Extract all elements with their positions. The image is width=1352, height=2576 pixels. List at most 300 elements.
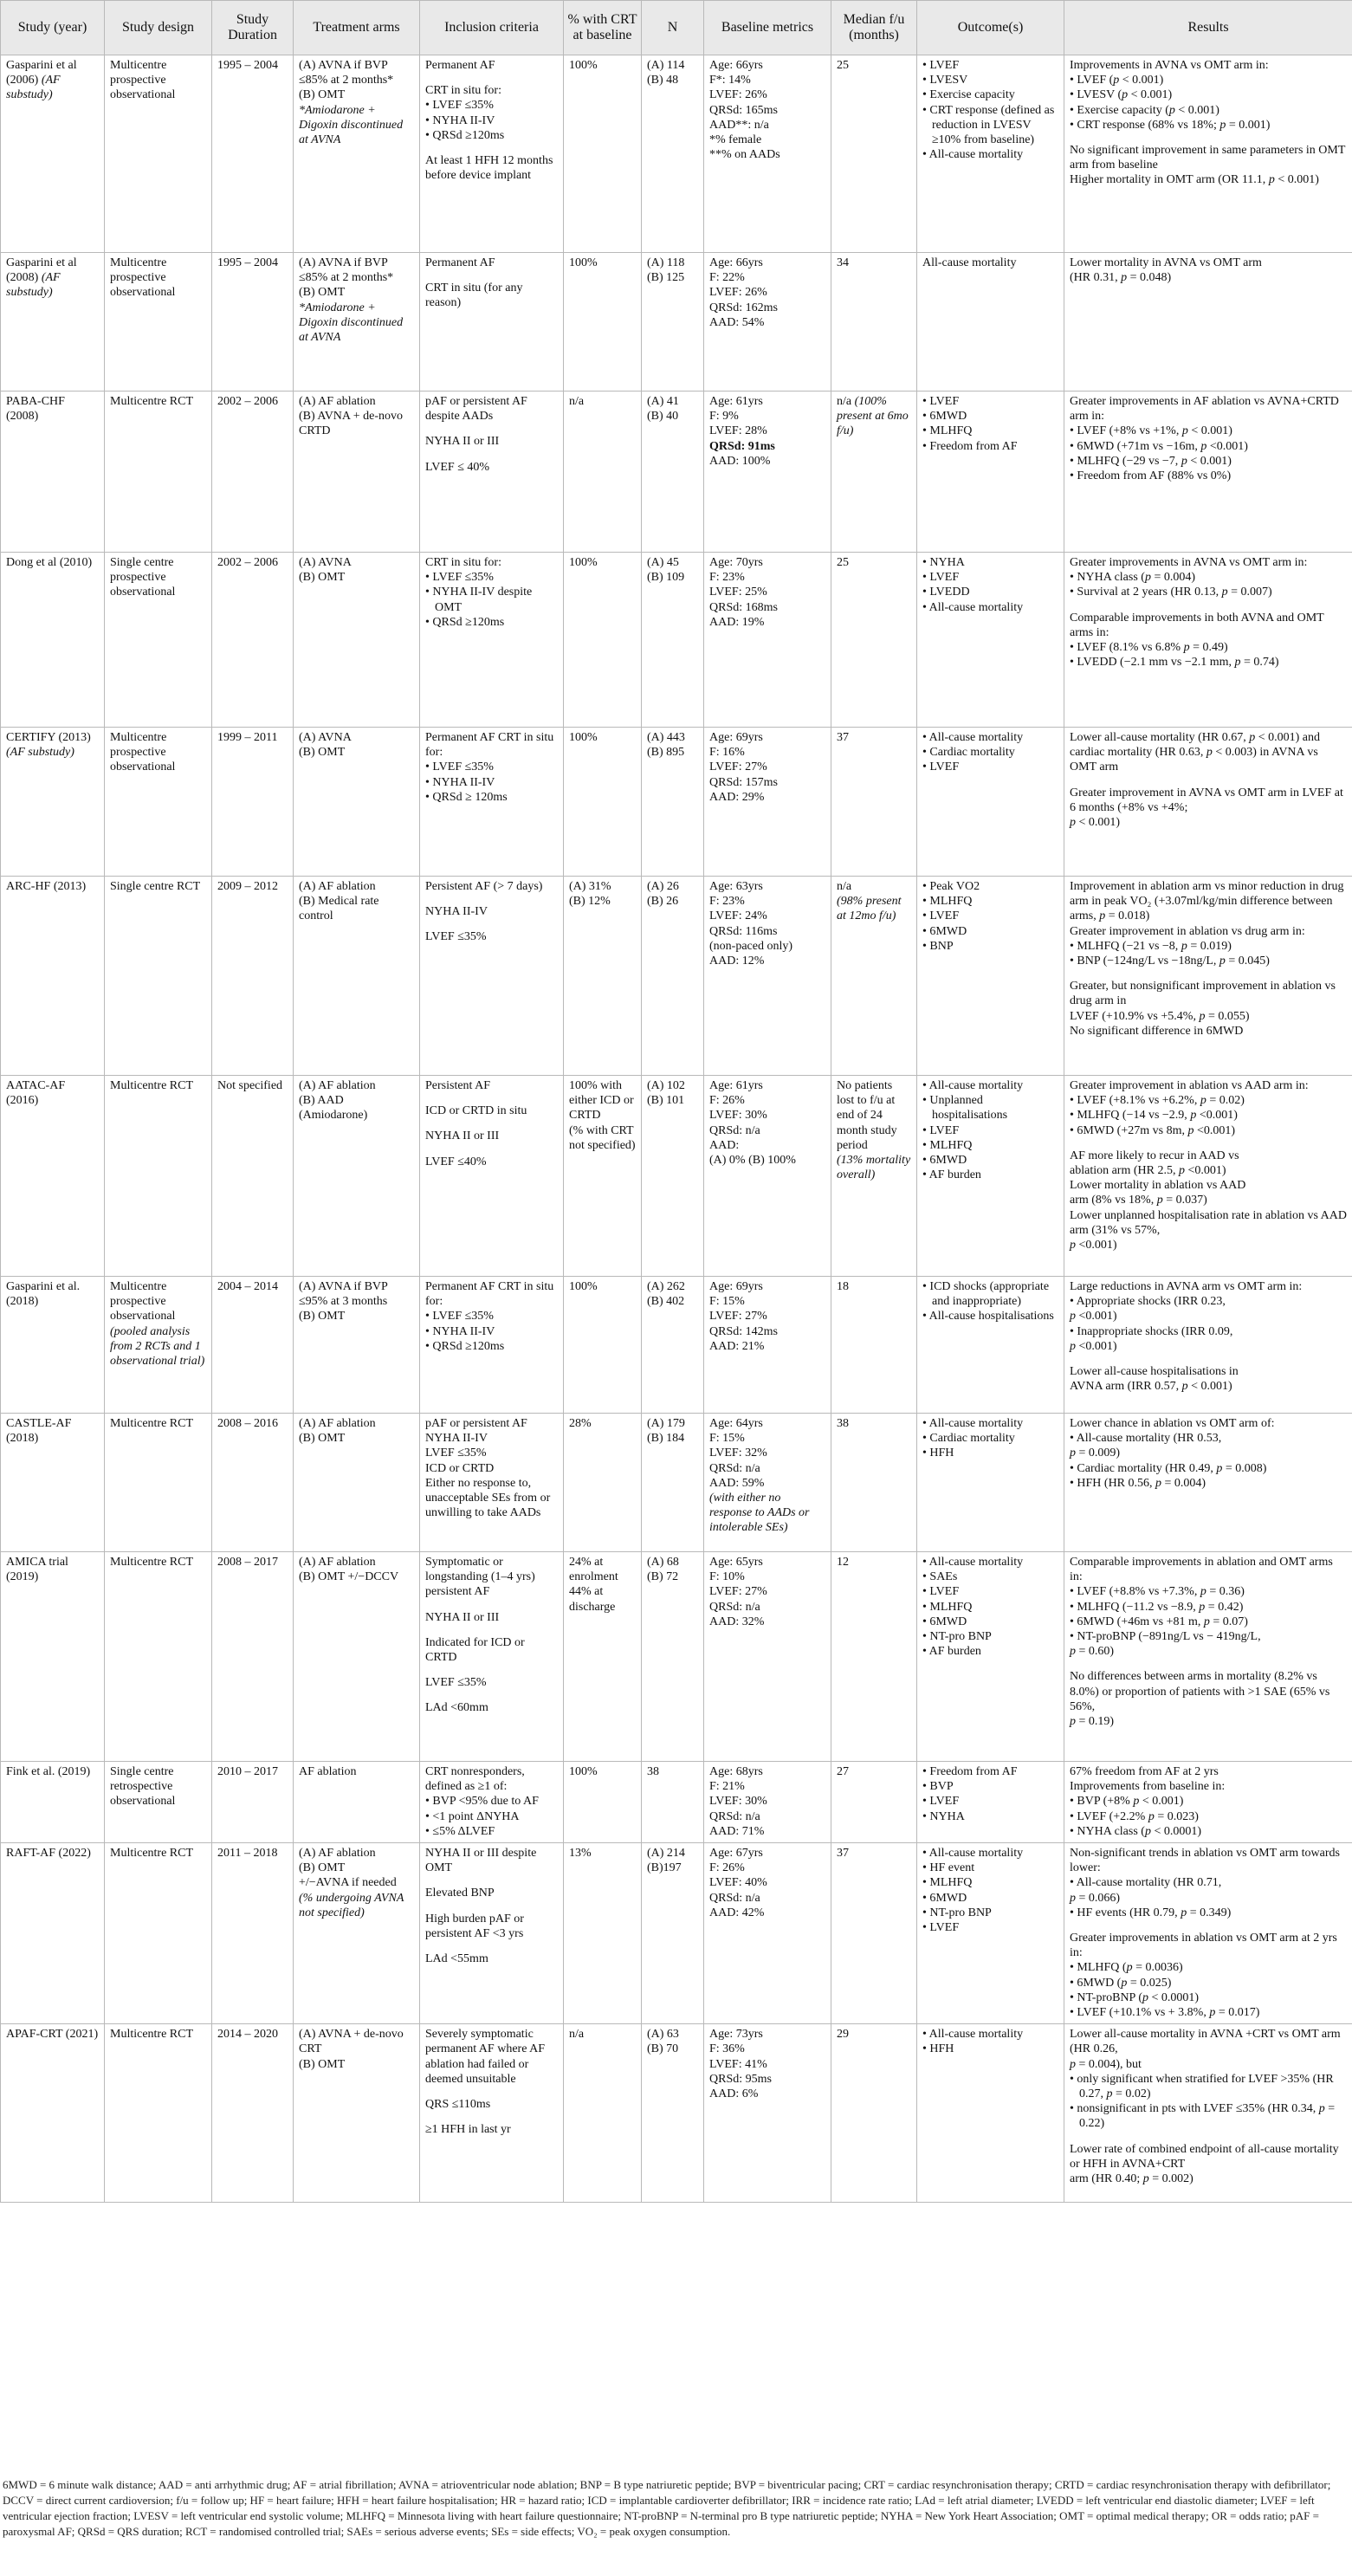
cell-line bbox=[1070, 924, 1348, 939]
cell-line bbox=[1070, 1779, 1348, 1794]
cell-line bbox=[110, 555, 207, 600]
text-segment: (B) OMT bbox=[299, 571, 346, 585]
text-segment: p bbox=[1216, 1461, 1223, 1475]
text-segment: n/a bbox=[569, 395, 585, 408]
text-segment: Comparable improvements in ablation and OMT arms in: bbox=[1070, 1556, 1333, 1584]
cell-line bbox=[1070, 1644, 1348, 1659]
cell-line bbox=[709, 58, 826, 73]
text-segment: (B) AAD (Amiodarone) bbox=[299, 1094, 368, 1123]
text-segment: Lower chance in ablation vs OMT arm of: bbox=[1070, 1417, 1275, 1430]
cell-arms bbox=[294, 1843, 420, 2024]
text-segment: 2004 – 2014 bbox=[217, 1280, 278, 1293]
text-segment: 1999 – 2011 bbox=[217, 731, 278, 744]
text-segment: (AF substudy) bbox=[6, 74, 61, 102]
text-segment: • MLHFQ (−29 vs −7, bbox=[1070, 454, 1181, 468]
cell-line bbox=[709, 315, 826, 330]
text-segment: • All-cause mortality bbox=[922, 600, 1024, 614]
cell-line bbox=[110, 1764, 207, 1809]
text-segment: 100% bbox=[569, 1280, 598, 1293]
text-segment: • MLHFQ bbox=[922, 895, 973, 909]
cell-line bbox=[217, 1846, 288, 1861]
text-segment: • 6MWD bbox=[922, 1154, 967, 1168]
cell-spacer bbox=[425, 1941, 559, 1951]
cell-line bbox=[1070, 1279, 1348, 1294]
bullet-line bbox=[922, 760, 1059, 774]
text-segment: • CRT response (defined as reduction in LVESV ≥10% from baseline) bbox=[922, 103, 1055, 147]
cell-line bbox=[217, 394, 288, 409]
cell-line bbox=[709, 615, 826, 630]
table-row bbox=[1, 553, 1352, 728]
text-segment: (AF substudy) bbox=[6, 271, 61, 300]
text-segment: PABA-CHF (2008) bbox=[6, 395, 65, 424]
bullet-line bbox=[922, 1600, 1059, 1615]
cell-study bbox=[1, 1277, 105, 1414]
bullet-line bbox=[922, 1570, 1059, 1584]
text-segment: • BNP bbox=[922, 939, 954, 953]
bullet-line bbox=[922, 570, 1059, 585]
bullet-line bbox=[425, 570, 559, 585]
cell-line bbox=[1070, 2027, 1348, 2056]
bullet-line bbox=[922, 2027, 1059, 2042]
cell-line bbox=[709, 1294, 826, 1309]
text-segment: Gasparini et al. (2018) bbox=[6, 1280, 81, 1309]
cell-metrics bbox=[704, 1414, 831, 1552]
text-segment: Age: 69yrs bbox=[709, 731, 763, 744]
cell-line bbox=[709, 118, 826, 133]
text-segment: LVEF ≤40% bbox=[425, 1155, 487, 1168]
text-segment: • NYHA bbox=[922, 556, 965, 569]
bullet-line bbox=[1070, 1809, 1348, 1824]
text-segment: = 0.36) bbox=[1206, 1585, 1245, 1599]
text-segment: • Peak VO2 bbox=[922, 880, 980, 893]
bullet-line bbox=[922, 924, 1059, 939]
text-segment: • LVEF bbox=[922, 1585, 960, 1599]
cell-crt bbox=[564, 1552, 642, 1762]
text-segment: <0.001) bbox=[1194, 1123, 1236, 1137]
cell-line bbox=[425, 1129, 559, 1143]
cell-n bbox=[642, 1277, 704, 1414]
cell-line bbox=[110, 879, 207, 894]
text-segment: • LVEF bbox=[922, 571, 960, 585]
text-segment: • LVEF bbox=[922, 1921, 960, 1935]
text-segment: (A) AVNA if BVP ≤95% at 3 months bbox=[299, 1280, 388, 1309]
cell-study bbox=[1, 1552, 105, 1762]
text-segment: p bbox=[1178, 1164, 1185, 1178]
text-segment: • NYHA class ( bbox=[1070, 1824, 1145, 1838]
header-design: Study design bbox=[105, 1, 212, 55]
text-segment: • All-cause mortality bbox=[922, 1847, 1024, 1861]
text-segment: AAD: 29% bbox=[709, 790, 765, 804]
cell-line bbox=[425, 1104, 559, 1118]
cell-inclusion bbox=[420, 877, 564, 1076]
text-segment: • LVEF (+8% vs +1%, bbox=[1070, 424, 1182, 438]
cell-arms bbox=[294, 728, 420, 877]
text-segment: < 0.001) bbox=[1128, 88, 1173, 102]
cell-line bbox=[425, 1446, 559, 1460]
bullet-line bbox=[1070, 640, 1348, 655]
text-segment: High burden pAF or persistent AF <3 yrs bbox=[425, 1912, 524, 1940]
text-segment: AAD: 21% bbox=[709, 1339, 765, 1353]
text-segment: Multicentre RCT bbox=[110, 1847, 194, 1861]
cell-line bbox=[647, 1846, 699, 1861]
cell-crt bbox=[564, 253, 642, 392]
bullet-line bbox=[1070, 1615, 1348, 1629]
cell-outcomes bbox=[917, 1762, 1064, 1843]
cell-line bbox=[425, 904, 559, 919]
text-segment: • All-cause hospitalisations bbox=[922, 1310, 1054, 1324]
cell-line bbox=[1070, 2057, 1348, 2072]
cell-line bbox=[299, 1846, 415, 1861]
cell-line bbox=[709, 424, 826, 438]
cell-outcomes bbox=[917, 1552, 1064, 1762]
text-segment: **% on AADs bbox=[709, 148, 780, 162]
text-segment: • LVEF (8.1% vs 6.8% bbox=[1070, 641, 1184, 655]
cell-design bbox=[105, 1414, 212, 1552]
table-row bbox=[1, 1076, 1352, 1277]
text-segment: 1995 – 2004 bbox=[217, 59, 278, 72]
cell-crt bbox=[564, 1762, 642, 1843]
text-segment: (A) 68 bbox=[647, 1556, 679, 1569]
text-segment: • QRSd ≥120ms bbox=[425, 128, 505, 142]
text-segment: • CRT response (68% vs 18%; bbox=[1070, 118, 1220, 132]
text-segment: p bbox=[1144, 1824, 1151, 1838]
text-segment: = 0.74) bbox=[1240, 656, 1279, 670]
text-segment: p bbox=[1181, 454, 1187, 468]
text-segment: • HFH bbox=[922, 1447, 954, 1460]
cell-duration bbox=[212, 1414, 294, 1552]
cell-line bbox=[1070, 1149, 1348, 1163]
table-body bbox=[1, 55, 1352, 2203]
text-segment: (B) OMT bbox=[299, 1861, 346, 1875]
cell-line bbox=[709, 1446, 826, 1460]
cell-study bbox=[1, 55, 105, 253]
text-segment: QRSd: 168ms bbox=[709, 600, 778, 614]
text-segment: = 0.007) bbox=[1227, 586, 1272, 599]
bullet-line bbox=[922, 1764, 1059, 1779]
cell-line bbox=[709, 1078, 826, 1093]
text-segment: LVEF ≤35% bbox=[425, 1447, 487, 1460]
cell-line bbox=[110, 58, 207, 103]
text-segment: • Cardiac mortality bbox=[922, 1432, 1015, 1446]
cell-line bbox=[217, 730, 288, 745]
text-segment: Permanent AF CRT in situ for: bbox=[425, 1280, 554, 1309]
cell-arms bbox=[294, 392, 420, 553]
cell-arms bbox=[294, 1762, 420, 1843]
text-segment: Greater improvements in AF ablation vs AVNA+CRTD arm in: bbox=[1070, 395, 1339, 424]
text-segment: < 0.003) in AVNA vs OMT arm bbox=[1070, 746, 1318, 774]
cell-outcomes bbox=[917, 392, 1064, 553]
text-segment: LAd <55mm bbox=[425, 1952, 488, 1966]
text-segment: • LVEF (+8.1% vs +6.2%, bbox=[1070, 1094, 1200, 1108]
cell-line bbox=[837, 879, 912, 894]
cell-line bbox=[299, 1309, 415, 1324]
cell-line bbox=[569, 730, 637, 745]
text-segment: p bbox=[1181, 1906, 1187, 1919]
cell-line bbox=[425, 58, 559, 73]
text-segment: • AF burden bbox=[922, 1168, 981, 1182]
cell-line bbox=[425, 1431, 559, 1446]
cell-line bbox=[299, 1279, 415, 1309]
text-segment: LVEF ≤ 40% bbox=[425, 460, 490, 474]
cell-line bbox=[709, 894, 826, 909]
text-segment: Age: 66yrs bbox=[709, 256, 763, 269]
text-segment: • NYHA II-IV bbox=[425, 1324, 495, 1338]
cell-line bbox=[709, 909, 826, 923]
text-segment: (A) AF ablation bbox=[299, 1847, 376, 1861]
cell-line bbox=[709, 1584, 826, 1599]
cell-metrics bbox=[704, 1552, 831, 1762]
bullet-line bbox=[1070, 1093, 1348, 1108]
cell-fu bbox=[831, 553, 917, 728]
cell-line bbox=[217, 2027, 288, 2042]
cell-line bbox=[569, 394, 637, 409]
cell-spacer bbox=[425, 1118, 559, 1129]
text-segment: p bbox=[1318, 2102, 1325, 2116]
cell-line bbox=[709, 600, 826, 615]
cell-duration bbox=[212, 1277, 294, 1414]
text-segment: (% undergoing AVNA not specified) bbox=[299, 1891, 404, 1919]
cell-study bbox=[1, 1762, 105, 1843]
cell-outcomes bbox=[917, 1843, 1064, 2024]
text-segment: 37 bbox=[837, 1847, 849, 1861]
text-segment: Multicentre prospective observational bbox=[110, 731, 176, 774]
text-segment: F*: 14% bbox=[709, 74, 751, 87]
text-segment: arm (8% vs 18%, bbox=[1070, 1194, 1157, 1207]
bullet-line bbox=[922, 1416, 1059, 1431]
text-segment: Age: 67yrs bbox=[709, 1847, 763, 1861]
text-segment: CASTLE-AF (2018) bbox=[6, 1417, 72, 1446]
text-segment: Dong et al (2010) bbox=[6, 556, 93, 569]
text-segment: (with either no response to AADs or intolerable SEs) bbox=[709, 1492, 810, 1535]
text-segment: • 6MWD (+27m vs 8m, bbox=[1070, 1123, 1188, 1137]
cell-line bbox=[299, 1093, 415, 1123]
cell-line bbox=[110, 1555, 207, 1570]
cell-spacer bbox=[1070, 1920, 1348, 1931]
text-segment: = 0.22) bbox=[1079, 2102, 1336, 2131]
text-segment: 2011 – 2018 bbox=[217, 1847, 278, 1861]
text-segment: • only significant when stratified for LVEF >35% (HR 0.27, bbox=[1070, 2072, 1334, 2101]
table-row bbox=[1, 1414, 1352, 1552]
cell-line bbox=[709, 147, 826, 162]
text-segment: Lower mortality in ablation vs AAD bbox=[1070, 1179, 1246, 1193]
cell-inclusion bbox=[420, 1762, 564, 1843]
cell-design bbox=[105, 553, 212, 728]
text-segment: p bbox=[1221, 586, 1228, 599]
cell-results bbox=[1064, 553, 1352, 728]
header-duration: Study Duration bbox=[212, 1, 294, 55]
cell-results bbox=[1064, 1843, 1352, 2024]
bullet-line bbox=[425, 1309, 559, 1324]
text-segment: Lower rate of combined endpoint of all-cause mortality or HFH in AVNA+CRT bbox=[1070, 2142, 1339, 2171]
text-segment: • LVEF bbox=[922, 1795, 960, 1809]
cell-design bbox=[105, 55, 212, 253]
cell-line bbox=[647, 1279, 699, 1294]
bullet-line bbox=[922, 1906, 1059, 1920]
cell-line bbox=[217, 256, 288, 270]
cell-line bbox=[425, 929, 559, 944]
cell-arms bbox=[294, 55, 420, 253]
text-segment: 2010 – 2017 bbox=[217, 1765, 278, 1778]
text-segment: Age: 68yrs bbox=[709, 1765, 763, 1778]
cell-line bbox=[425, 730, 559, 760]
text-segment: <0.001) bbox=[1076, 1239, 1117, 1252]
cell-line bbox=[647, 1294, 699, 1309]
text-segment: NYHA II or III bbox=[425, 1610, 500, 1624]
bullet-line bbox=[425, 113, 559, 128]
cell-line bbox=[837, 1078, 912, 1153]
cell-line bbox=[837, 1416, 912, 1431]
text-segment: = 0.42) bbox=[1205, 1600, 1244, 1614]
text-segment: AF more likely to recur in AAD vs bbox=[1070, 1149, 1239, 1162]
cell-line bbox=[110, 1416, 207, 1431]
text-segment: (pooled analysis from 2 RCTs and 1 observational trial) bbox=[110, 1324, 205, 1369]
text-segment: Higher mortality in OMT arm (OR 11.1, bbox=[1070, 173, 1269, 187]
text-segment: • NYHA class ( bbox=[1070, 571, 1145, 585]
text-segment: 27 bbox=[837, 1765, 849, 1778]
text-segment: RAFT-AF (2022) bbox=[6, 1847, 91, 1861]
text-segment: • 6MWD (+46m vs +81 m, bbox=[1070, 1615, 1204, 1628]
bullet-line bbox=[1070, 1294, 1348, 1309]
bullet-line bbox=[1070, 1875, 1348, 1890]
cell-line bbox=[837, 1764, 912, 1779]
table-row bbox=[1, 2024, 1352, 2203]
cell-results bbox=[1064, 877, 1352, 1076]
cell-spacer bbox=[425, 1600, 559, 1610]
cell-line bbox=[425, 1886, 559, 1900]
text-segment: p bbox=[1099, 909, 1106, 923]
text-segment: Age: 70yrs bbox=[709, 556, 763, 569]
bullet-line bbox=[922, 939, 1059, 954]
text-segment: = 0.019) bbox=[1187, 939, 1232, 953]
cell-results bbox=[1064, 1552, 1352, 1762]
cell-line bbox=[425, 1764, 559, 1794]
cell-line bbox=[709, 1779, 826, 1794]
text-segment: • LVEF ≤35% bbox=[425, 761, 494, 774]
cell-line bbox=[709, 1794, 826, 1809]
text-segment: • All-cause mortality bbox=[922, 731, 1024, 744]
text-segment: = 0.349) bbox=[1187, 1906, 1232, 1919]
cell-design bbox=[105, 1843, 212, 2024]
cell-line bbox=[1070, 1416, 1348, 1431]
text-segment: = 0.004) bbox=[1161, 1476, 1206, 1490]
text-segment: AVNA arm (IRR 0.57, bbox=[1070, 1380, 1182, 1394]
cell-line bbox=[709, 87, 826, 102]
cell-n bbox=[642, 1414, 704, 1552]
cell-line bbox=[1070, 270, 1348, 285]
cell-n bbox=[642, 55, 704, 253]
text-segment: • Exercise capacity bbox=[922, 88, 1015, 102]
text-segment: AAD: 54% bbox=[709, 315, 765, 329]
cell-line bbox=[647, 730, 699, 745]
text-segment: CRT in situ for: bbox=[425, 556, 501, 569]
text-segment: • HFH (HR 0.56, bbox=[1070, 1476, 1156, 1490]
cell-line bbox=[299, 1431, 415, 1446]
cell-line bbox=[709, 1875, 826, 1890]
cell-spacer bbox=[1070, 1659, 1348, 1669]
cell-arms bbox=[294, 2024, 420, 2203]
text-segment: QRS ≤110ms bbox=[425, 2098, 491, 2112]
text-segment: LVEF: 26% bbox=[709, 286, 767, 300]
text-segment: • HF event bbox=[922, 1861, 975, 1875]
text-segment: (B) 109 bbox=[647, 571, 685, 585]
text-segment: = 0.037) bbox=[1162, 1194, 1207, 1207]
text-segment: p bbox=[1268, 173, 1275, 187]
text-segment: CERTIFY (2013) bbox=[6, 731, 91, 744]
cell-line bbox=[217, 1279, 288, 1294]
text-segment: (A) 0% (B) 100% bbox=[709, 1154, 796, 1168]
text-segment: p bbox=[1155, 1476, 1162, 1490]
cell-spacer bbox=[425, 270, 559, 281]
cell-line bbox=[709, 270, 826, 285]
cell-metrics bbox=[704, 728, 831, 877]
cell-line bbox=[299, 1416, 415, 1431]
text-segment: = 0.002) bbox=[1148, 2172, 1194, 2186]
cell-line bbox=[1070, 1178, 1348, 1193]
cell-line bbox=[709, 2072, 826, 2087]
cell-line bbox=[709, 2042, 826, 2056]
cell-line bbox=[647, 73, 699, 87]
cell-line bbox=[217, 1555, 288, 1570]
cell-line bbox=[709, 103, 826, 118]
text-segment: • LVEF ≤35% bbox=[425, 1310, 494, 1324]
cell-line bbox=[709, 1093, 826, 1108]
bullet-line bbox=[922, 1809, 1059, 1824]
cell-arms bbox=[294, 1277, 420, 1414]
text-segment: • NYHA II-IV bbox=[425, 775, 495, 789]
cell-crt bbox=[564, 2024, 642, 2203]
cell-outcomes bbox=[917, 2024, 1064, 2203]
cell-line bbox=[299, 87, 415, 102]
bullet-line bbox=[1070, 585, 1348, 599]
text-segment: +/−AVNA if needed bbox=[299, 1876, 397, 1890]
text-segment: p bbox=[1133, 1795, 1140, 1809]
text-segment: • All-cause mortality bbox=[922, 2028, 1024, 2042]
text-segment: Multicentre RCT bbox=[110, 395, 194, 408]
text-segment: (B) 72 bbox=[647, 1570, 679, 1584]
cell-spacer bbox=[1070, 600, 1348, 611]
text-segment: (A) 262 bbox=[647, 1280, 685, 1293]
text-segment: • NYHA bbox=[922, 1809, 965, 1823]
cell-line bbox=[1070, 879, 1348, 909]
text-segment: • NT-pro BNP bbox=[922, 1630, 992, 1644]
text-segment: Multicentre RCT bbox=[110, 1556, 194, 1569]
text-segment: • All-cause mortality (HR 0.71, bbox=[1070, 1876, 1222, 1890]
cell-line bbox=[709, 954, 826, 968]
text-segment: 44% at discharge bbox=[569, 1585, 616, 1614]
cell-outcomes bbox=[917, 1414, 1064, 1552]
bullet-line bbox=[1070, 2072, 1348, 2101]
text-segment: <0.001) bbox=[1206, 439, 1248, 453]
cell-line bbox=[299, 1555, 415, 1570]
bullet-line bbox=[425, 1794, 559, 1809]
text-segment: (A) 443 bbox=[647, 731, 685, 744]
text-segment: APAF-CRT (2021) bbox=[6, 2028, 99, 2042]
cell-line bbox=[709, 1461, 826, 1476]
cell-inclusion bbox=[420, 553, 564, 728]
bullet-line bbox=[425, 1339, 559, 1354]
text-segment: Age: 73yrs bbox=[709, 2028, 763, 2042]
text-segment: p bbox=[1144, 571, 1151, 585]
cell-line bbox=[6, 2027, 100, 2042]
text-segment: (B) OMT bbox=[299, 746, 346, 760]
text-segment: p bbox=[1121, 1976, 1128, 1990]
text-segment: p bbox=[1070, 816, 1076, 830]
text-segment: (AF substudy) bbox=[6, 746, 74, 760]
text-segment: (A) AVNA if BVP ≤85% at 2 months* bbox=[299, 59, 394, 87]
cell-line bbox=[709, 924, 826, 939]
cell-duration bbox=[212, 553, 294, 728]
cell-outcomes bbox=[917, 55, 1064, 253]
